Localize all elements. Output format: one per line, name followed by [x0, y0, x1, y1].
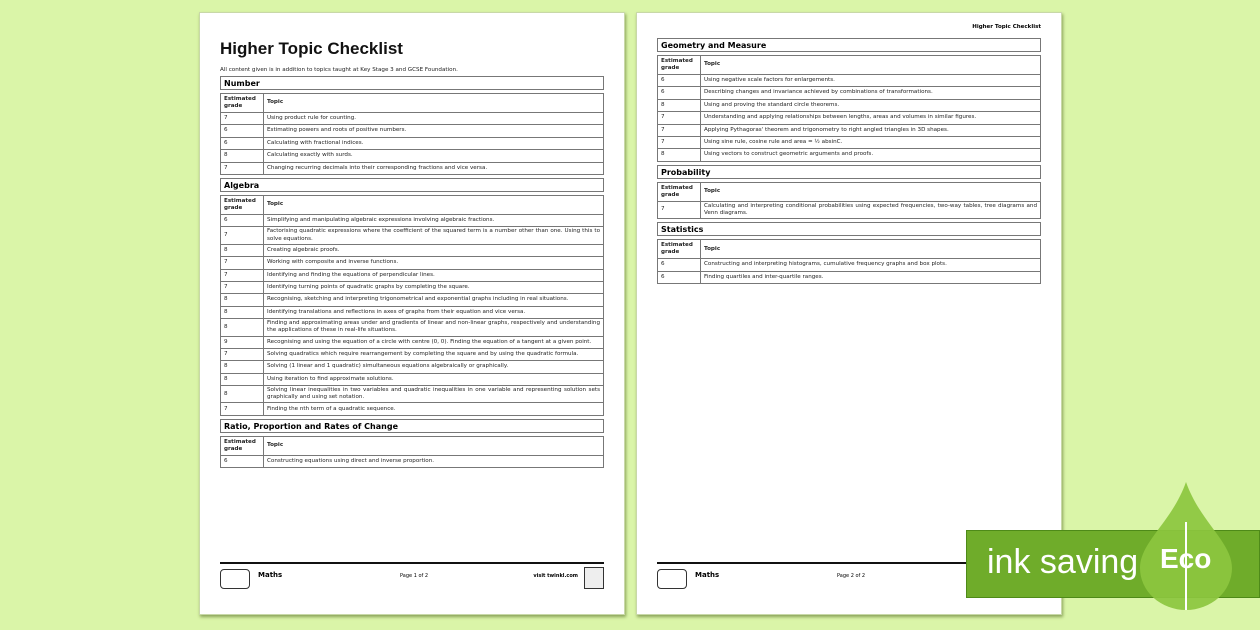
grade-cell: 7 — [221, 162, 264, 174]
table-row — [221, 125, 604, 137]
table-row — [221, 294, 604, 306]
table-row — [221, 336, 604, 348]
grade-cell: 8 — [221, 294, 264, 306]
topic-cell: Calculating exactly with surds. — [264, 150, 604, 162]
topic-table — [657, 55, 1041, 162]
footer-subject: Maths — [258, 571, 283, 579]
topic-cell: Creating algebraic proofs. — [264, 244, 604, 256]
topic-cell: Constructing and interpreting histograms, cumulative frequency graphs and box plots. — [701, 259, 1041, 271]
grade-cell: 8 — [658, 99, 701, 111]
worksheet-page-1 — [199, 12, 625, 615]
grade-cell: 7 — [658, 136, 701, 148]
grade-cell: 6 — [658, 271, 701, 283]
running-head: Higher Topic Checklist — [972, 24, 1041, 30]
table-row — [658, 99, 1041, 111]
table-row — [221, 348, 604, 360]
section-heading: Ratio, Proportion and Rates of Change — [220, 419, 604, 433]
table-row — [658, 271, 1041, 283]
table-row — [658, 136, 1041, 148]
grade-column-header: Estimated grade — [221, 94, 264, 113]
section-heading: Probability — [657, 165, 1041, 179]
table-row — [221, 386, 604, 403]
grade-cell: 6 — [221, 214, 264, 226]
table-row — [221, 150, 604, 162]
grade-cell: 6 — [658, 87, 701, 99]
table-row — [221, 244, 604, 256]
topic-cell: Solving (1 linear and 1 quadratic) simultaneous equations algebraically or graphically. — [264, 361, 604, 373]
page-footer — [220, 562, 604, 592]
grade-cell: 8 — [221, 150, 264, 162]
grade-column-header: Estimated grade — [658, 240, 701, 259]
footer-subject: Maths — [695, 571, 720, 579]
table-row — [221, 162, 604, 174]
table-row — [221, 361, 604, 373]
grade-cell: 8 — [658, 149, 701, 161]
twinkl-logo-icon — [584, 567, 604, 589]
topic-cell: Constructing equations using direct and inverse proportion. — [264, 455, 604, 467]
topic-cell: Working with composite and inverse functions. — [264, 257, 604, 269]
grade-cell: 8 — [221, 361, 264, 373]
topic-column-header: Topic — [264, 436, 604, 455]
table-row — [221, 373, 604, 385]
grade-cell: 6 — [658, 259, 701, 271]
section-heading: Algebra — [220, 178, 604, 192]
topic-cell: Using sine rule, cosine rule and area = ½ absinC. — [701, 136, 1041, 148]
section-heading: Geometry and Measure — [657, 38, 1041, 52]
table-row — [658, 87, 1041, 99]
topic-cell: Estimating powers and roots of positive numbers. — [264, 125, 604, 137]
grade-column-header: Estimated grade — [658, 182, 701, 201]
sections-page-2 — [657, 38, 1041, 284]
footer-visit-link[interactable]: visit twinkl.com — [533, 573, 578, 579]
intro-text: All content given is in addition to topics taught at Key Stage 3 and GCSE Foundation. — [220, 67, 458, 73]
topic-column-header: Topic — [264, 195, 604, 214]
grade-cell: 7 — [658, 201, 701, 218]
table-row — [221, 113, 604, 125]
footer-page-number: Page 2 of 2 — [837, 573, 866, 579]
topic-cell: Using iteration to find approximate solutions. — [264, 373, 604, 385]
topic-cell: Identifying turning points of quadratic graphs by completing the square. — [264, 281, 604, 293]
grade-cell: 8 — [221, 244, 264, 256]
topic-cell: Using vectors to construct geometric arguments and proofs. — [701, 149, 1041, 161]
topic-column-header: Topic — [264, 94, 604, 113]
topic-cell: Applying Pythagoras' theorem and trigonometry to right angled triangles in 3D shapes. — [701, 124, 1041, 136]
topic-cell: Understanding and applying relationships between lengths, areas and volumes in similar figures. — [701, 112, 1041, 124]
page-1-content — [220, 13, 604, 468]
topic-cell: Identifying and finding the equations of perpendicular lines. — [264, 269, 604, 281]
topic-cell: Finding and approximating areas under and gradients of linear and non-linear graphs, respectively and understanding the applications of these in real-life situations. — [264, 319, 604, 336]
grade-column-header: Estimated grade — [658, 56, 701, 75]
topic-cell: Describing changes and invariance achieved by combinations of transformations. — [701, 87, 1041, 99]
topic-column-header: Topic — [701, 56, 1041, 75]
ink-saving-text: ink saving — [987, 543, 1139, 581]
table-row — [221, 319, 604, 336]
grade-cell: 6 — [658, 75, 701, 87]
table-row — [658, 149, 1041, 161]
topic-cell: Simplifying and manipulating algebraic expressions involving algebraic fractions. — [264, 214, 604, 226]
topic-cell: Factorising quadratic expressions where the coefficient of the squared term is a number other than one. Using this to solve equations. — [264, 227, 604, 244]
table-row — [658, 75, 1041, 87]
topic-cell: Recognising, sketching and interpreting trigonometrical and exponential graphs including in real situations. — [264, 294, 604, 306]
table-row — [658, 112, 1041, 124]
table-row — [658, 124, 1041, 136]
table-header-row — [658, 182, 1041, 201]
topic-table — [657, 182, 1041, 219]
topic-cell: Changing recurring decimals into their corresponding fractions and vice versa. — [264, 162, 604, 174]
topic-cell: Finding quartiles and inter-quartile ranges. — [701, 271, 1041, 283]
table-header-row — [658, 56, 1041, 75]
footer-page-number: Page 1 of 2 — [400, 573, 429, 579]
table-header-row — [221, 94, 604, 113]
eco-label: Eco — [1160, 543, 1212, 574]
grade-column-header: Estimated grade — [221, 436, 264, 455]
grade-cell: 7 — [221, 348, 264, 360]
grade-cell: 8 — [221, 373, 264, 385]
topic-cell: Solving quadratics which require rearrangement by completing the square and by using the quadratic formula. — [264, 348, 604, 360]
topic-cell: Solving linear inequalities in two variables and quadratic inequalities in one variable and representing solution sets graphically and using set notation. — [264, 386, 604, 403]
grade-cell: 7 — [658, 112, 701, 124]
topic-cell: Finding the nth term of a quadratic sequence. — [264, 403, 604, 415]
grade-cell: 7 — [221, 113, 264, 125]
grade-cell: 7 — [221, 257, 264, 269]
topic-cell: Recognising and using the equation of a circle with centre (0, 0). Finding the equation of a tangent at a given point. — [264, 336, 604, 348]
table-row — [221, 403, 604, 415]
page-title: Higher Topic Checklist — [220, 39, 403, 58]
topic-table — [220, 195, 604, 416]
table-row — [221, 227, 604, 244]
table-row — [221, 269, 604, 281]
maths-logo-icon — [220, 569, 250, 589]
table-row — [221, 214, 604, 226]
topic-table — [220, 93, 604, 175]
grade-column-header: Estimated grade — [221, 195, 264, 214]
grade-cell: 7 — [221, 227, 264, 244]
topic-cell: Calculating with fractional indices. — [264, 137, 604, 149]
grade-cell: 7 — [221, 281, 264, 293]
table-header-row — [221, 436, 604, 455]
grade-cell: 7 — [221, 403, 264, 415]
topic-cell: Identifying translations and reflections in axes of graphs from their equation and vice versa. — [264, 306, 604, 318]
table-row — [221, 257, 604, 269]
maths-logo-icon — [657, 569, 687, 589]
sections-page-1 — [220, 76, 604, 468]
table-header-row — [221, 195, 604, 214]
grade-cell: 7 — [658, 124, 701, 136]
topic-cell: Using and proving the standard circle theorems. — [701, 99, 1041, 111]
topic-cell: Using product rule for counting. — [264, 113, 604, 125]
grade-cell: 6 — [221, 137, 264, 149]
grade-cell: 6 — [221, 125, 264, 137]
grade-cell: 9 — [221, 336, 264, 348]
grade-cell: 8 — [221, 386, 264, 403]
page-2-content — [657, 35, 1041, 284]
section-heading: Statistics — [657, 222, 1041, 236]
table-row — [658, 259, 1041, 271]
topic-table — [220, 436, 604, 468]
table-row — [658, 201, 1041, 218]
section-heading: Number — [220, 76, 604, 90]
topic-cell: Using negative scale factors for enlargements. — [701, 75, 1041, 87]
table-row — [221, 137, 604, 149]
table-header-row — [658, 240, 1041, 259]
topic-cell: Calculating and interpreting conditional probabilities using expected frequencies, two-way tables, tree diagrams and Venn diagrams. — [701, 201, 1041, 218]
topic-table — [657, 239, 1041, 284]
grade-cell: 8 — [221, 319, 264, 336]
table-row — [221, 306, 604, 318]
table-row — [221, 281, 604, 293]
topic-column-header: Topic — [701, 182, 1041, 201]
worksheet-page-2 — [636, 12, 1062, 615]
topic-column-header: Topic — [701, 240, 1041, 259]
table-row — [221, 455, 604, 467]
grade-cell: 6 — [221, 455, 264, 467]
grade-cell: 8 — [221, 306, 264, 318]
grade-cell: 7 — [221, 269, 264, 281]
